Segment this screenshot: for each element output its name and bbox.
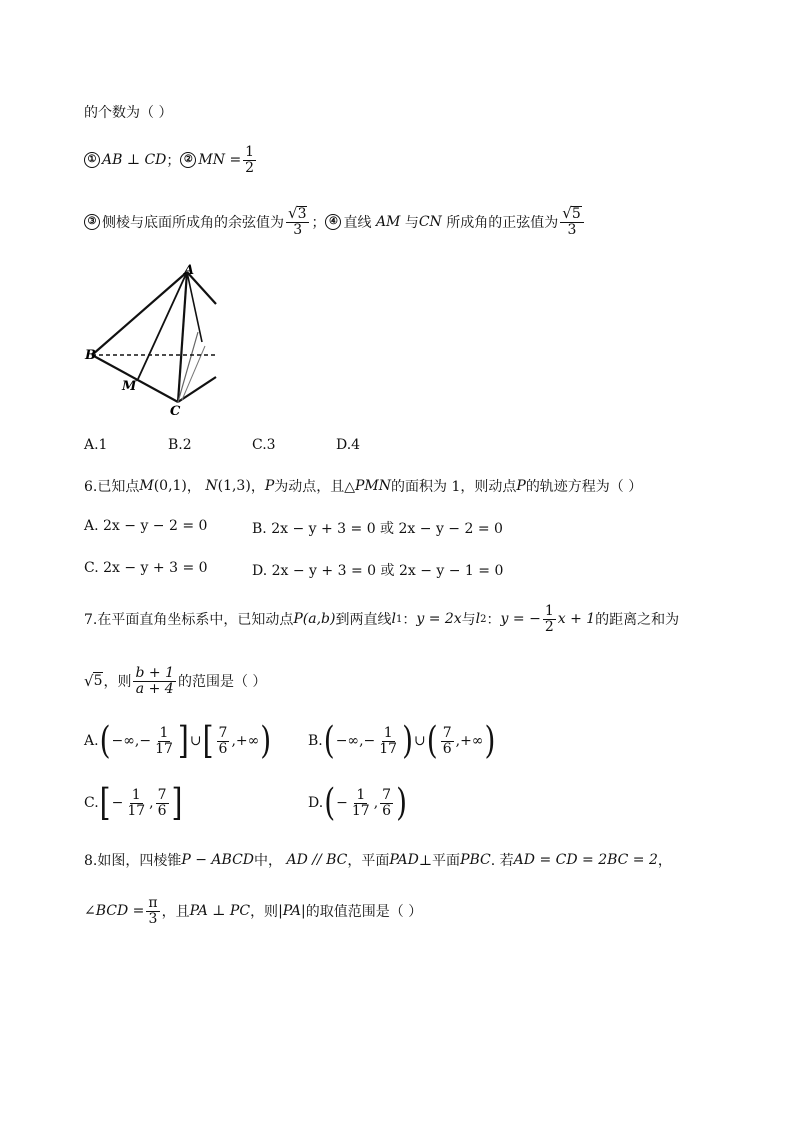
q7-option-c[interactable]: C. [ − $\frac{1}{17}$ , $\frac{7}{6}$ ]	[84, 780, 183, 825]
q6-option-a[interactable]: A. 2x − y − 2 = 0	[84, 518, 208, 534]
circled-number: ④	[325, 214, 341, 230]
separator: ；	[166, 153, 181, 170]
statement-2: MN =	[198, 152, 242, 169]
statement-4-text: 所成角的正弦值为	[446, 214, 559, 231]
statement-3: 侧棱与底面所成角的余弦值为	[102, 214, 284, 231]
q7-stem-line1: 7.在平面直角坐标系中，已知动点 P (a,b) 到两直线 l 1 ： y = 2x 与 l 2 ： y = − $\frac{1}{2}$ x + 1 的距离之和为	[84, 603, 680, 635]
statement-4: 直线	[343, 214, 372, 231]
circled-number: ③	[84, 214, 100, 230]
q8-stem-line2: ∠BCD = $\frac{\pi}{3}$ ，且 PA ⊥ PC ，则 |PA| 的取值范围是（ ）	[84, 895, 423, 927]
label-a: A	[184, 263, 195, 278]
q5-option-c[interactable]: C.3	[252, 437, 276, 453]
q7-option-d[interactable]: D. ( − $\frac{1}{17}$ , $\frac{7}{6}$ )	[308, 780, 407, 825]
fraction: √ 3 3	[286, 206, 309, 237]
q5-statements-1-2	[84, 145, 258, 175]
circled-number: ①	[84, 152, 100, 168]
fraction: $\frac{1}{2}$	[245, 144, 255, 176]
label-b: B	[85, 348, 96, 363]
q5-option-b[interactable]: B.2	[168, 437, 192, 453]
label-c: C	[170, 404, 181, 419]
tetrahedron-figure	[84, 262, 224, 422]
q6-stem: 6.已知点 M (0,1) ， N (1,3) ， P 为动点，且△ PMN 的面积为 1，则动点 P 的轨迹方程为（ ）	[84, 478, 643, 495]
q6-option-b[interactable]: B. 2x − y + 3 = 0 或 2x − y − 2 = 0	[252, 521, 503, 537]
statement-1: AB ⊥ CD	[102, 152, 167, 169]
q8-stem-line1: 8.如图，四棱锥 P − ABCD 中， AD // BC ，平面 PAD ⊥平面 PBC . 若 AD = CD = 2BC = 2 ，	[84, 852, 672, 869]
math-cn: CN	[418, 213, 442, 230]
math-am: AM	[375, 213, 401, 230]
q7-stem-line2: √ 5 ，则 $\frac{b + 1}{a + 4}$ 的范围是（ ）	[84, 665, 267, 697]
separator: ；	[311, 214, 326, 231]
q5-statements-3-4	[84, 206, 586, 237]
q7-option-a[interactable]: A. ( −∞,− $\frac{1}{17}$ ] ∪ [ $\frac{7}{6}$ ,+∞ )	[84, 718, 272, 763]
q7-option-b[interactable]: B. ( −∞,− $\frac{1}{17}$ ) ∪ ( $\frac{7}{6}$ ,+∞ )	[308, 718, 496, 763]
q5-option-d[interactable]: D.4	[336, 437, 361, 453]
label-m: M	[122, 379, 137, 394]
word-yu: 与	[404, 214, 419, 231]
fraction: √ 5 3	[560, 206, 583, 237]
q6-option-d[interactable]: D. 2x − y + 3 = 0 或 2x − y − 1 = 0	[252, 563, 504, 579]
q5-option-a[interactable]: A.1	[84, 437, 108, 453]
circled-number: ②	[180, 152, 196, 168]
q5-tail: 的个数为（ ）	[84, 105, 173, 121]
q6-option-c[interactable]: C. 2x − y + 3 = 0	[84, 560, 208, 576]
